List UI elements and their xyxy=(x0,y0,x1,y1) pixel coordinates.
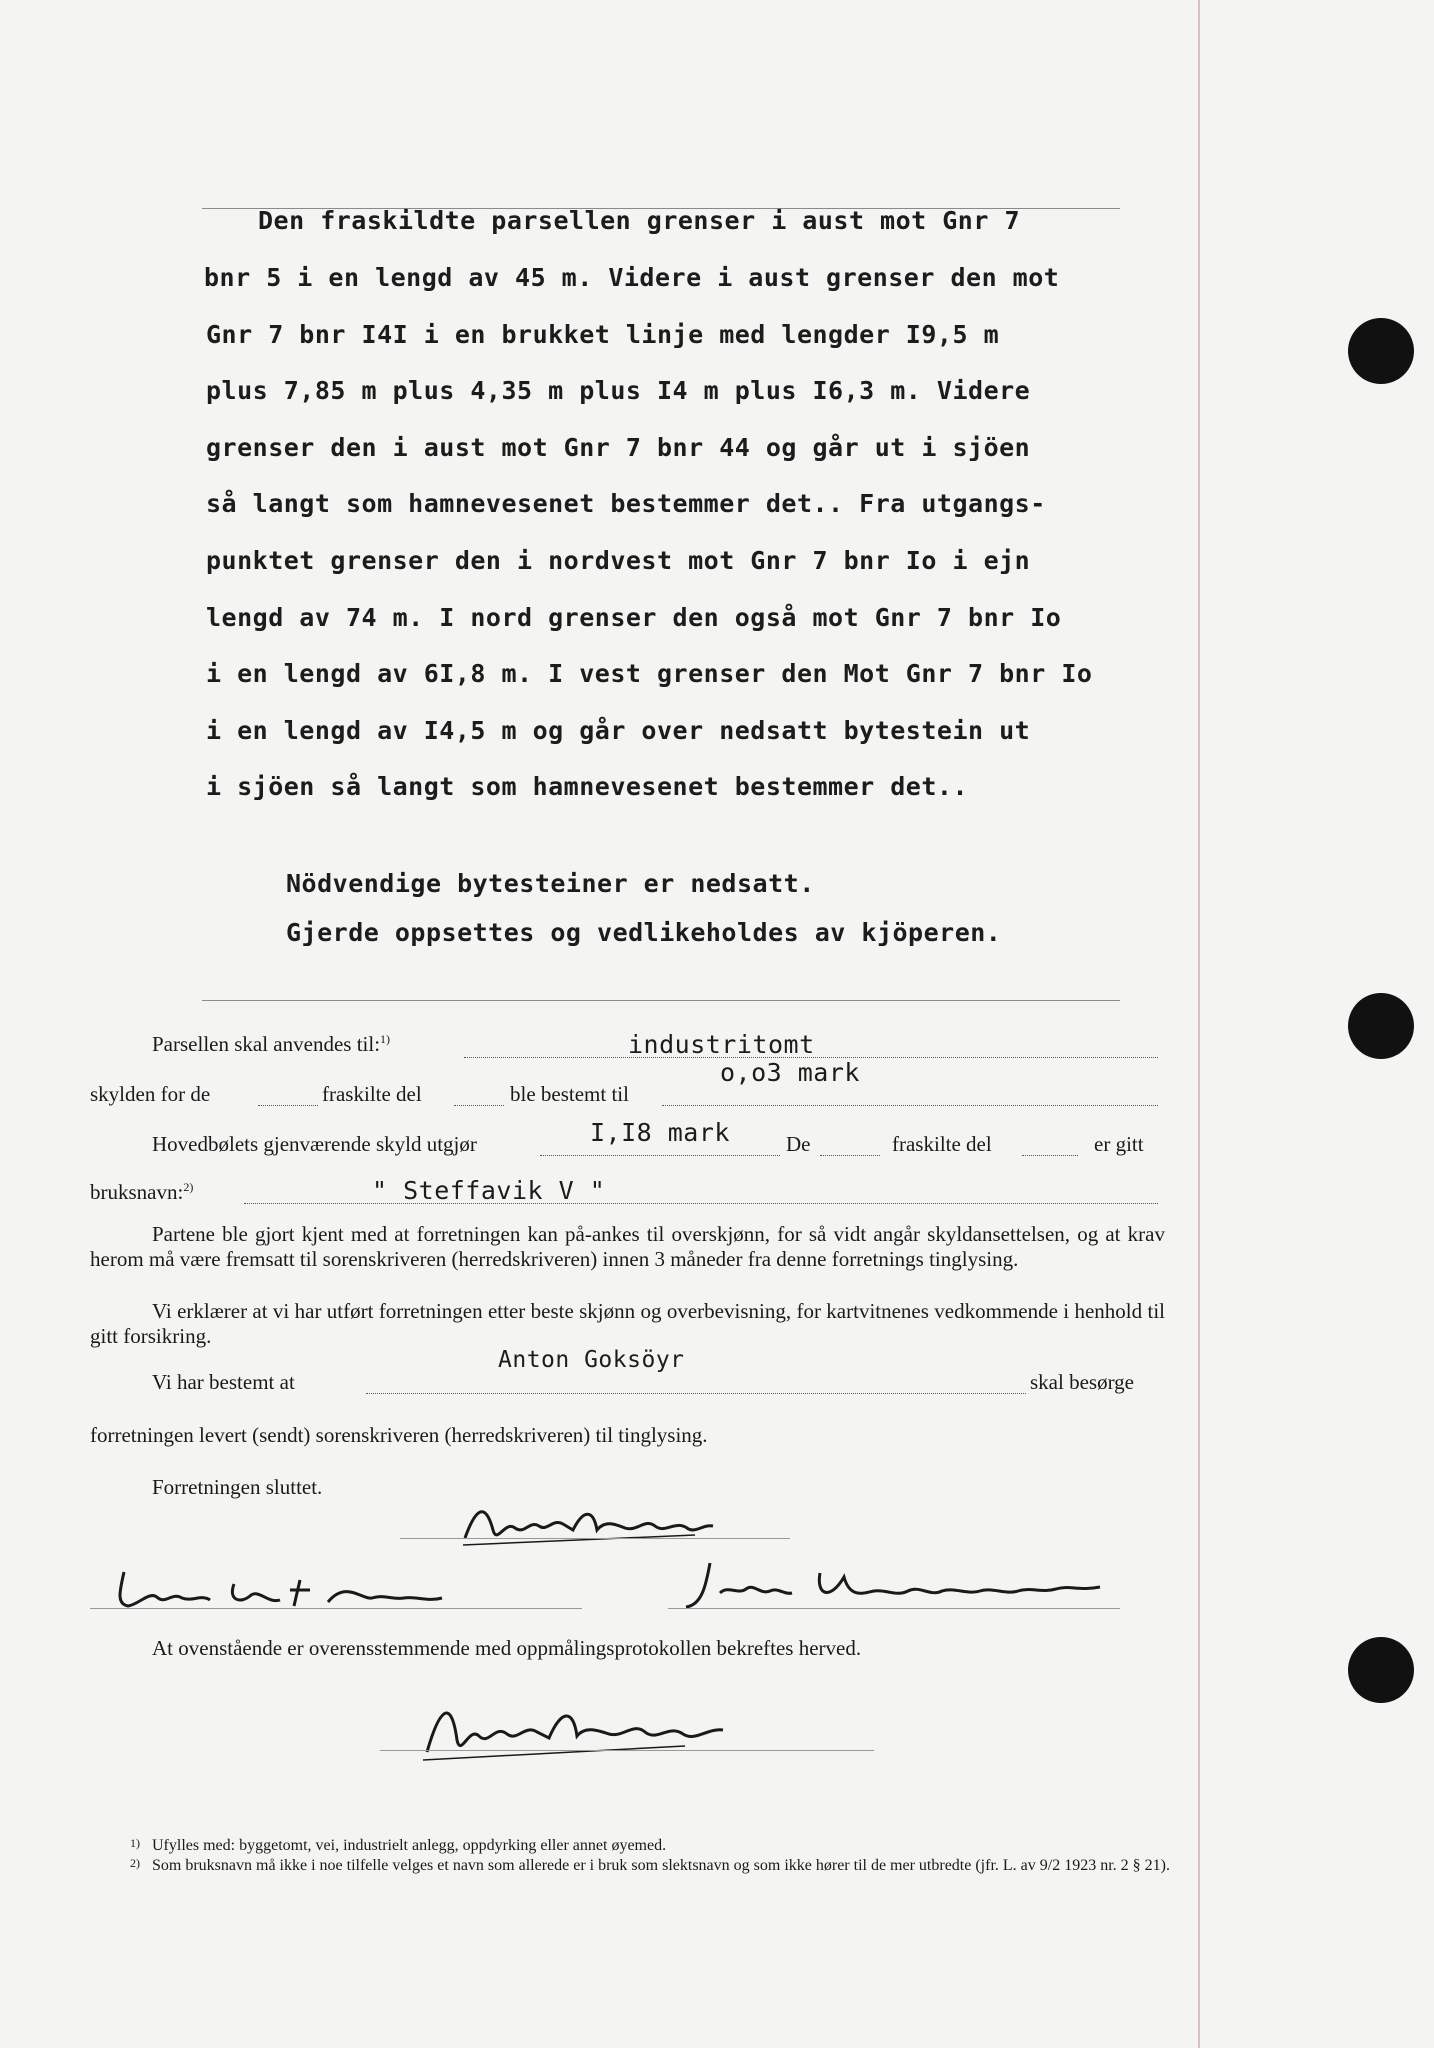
confirm-label: At ovenstående er overensstemmende med oppmålingsprotokollen bekreftes herved. xyxy=(152,1636,862,1660)
typed-line: så langt som hamnevesenet bestemmer det.. Fra utgangs- xyxy=(206,489,1046,518)
typed-line: grenser den i aust mot Gnr 7 bnr 44 og går ut i sjöen xyxy=(206,433,1031,462)
appeal-paragraph: Partene ble gjort kjent med at forretningen kan på-ankes til overskjønn, for så vidt angår skyldansettelsen, og at krav herom må være fremsatt til sorenskriveren (herredskriveren) innen 3 måneder fra denne forretnings tinglysing. xyxy=(90,1222,1165,1271)
typed-line: Gnr 7 bnr I4I i en brukket linje med lengder I9,5 m xyxy=(206,320,1000,349)
typed-line: i en lengd av 6I,8 m. I vest grenser den Mot Gnr 7 bnr Io xyxy=(206,659,1093,688)
bestemt-label-2: skal besørge xyxy=(1030,1370,1135,1394)
declaration-paragraph: Vi erklærer at vi har utført forretningen etter beste skjønn og overbevisning, for kartvitnenes vedkommende i henhold til gitt forsikring. xyxy=(90,1299,1165,1348)
punch-hole xyxy=(1348,318,1414,384)
typed-line: plus 7,85 m plus 4,35 m plus I4 m plus I6,3 m. Videre xyxy=(206,376,1031,405)
signature-anton-goksoyr-2 xyxy=(405,1690,765,1770)
footnote-mark: 1) xyxy=(130,1836,140,1850)
hoved-label-2: De xyxy=(786,1132,811,1156)
typed-note: Gjerde oppsettes og vedlikeholdes av kjöperen. xyxy=(286,918,1002,947)
typed-line: Den fraskildte parsellen grenser i aust mot Gnr 7 xyxy=(258,206,1021,235)
typed-line: i sjöen så langt som hamnevesenet bestemmer det.. xyxy=(206,772,969,801)
use-label: Parsellen skal anvendes til:$^{1)}$ xyxy=(152,1032,391,1056)
bestemt-value: Anton Goksöyr xyxy=(498,1347,685,1373)
skyld-label-2: fraskilte del xyxy=(322,1082,422,1106)
bruk-label: bruksnavn:$^{2)}$ xyxy=(90,1180,194,1204)
skyld-label-3: ble bestemt til xyxy=(510,1082,629,1106)
skyld-label-1: skylden for de xyxy=(90,1082,211,1106)
footnote-1: Ufylles med: byggetomt, vei, industrielt anlegg, oppdyrking eller annet øyemed. xyxy=(152,1837,667,1854)
footnote-mark: 2) xyxy=(130,1856,140,1870)
punch-hole xyxy=(1348,1637,1414,1703)
footnote-2: Som bruksnavn må ikke i noe tilfelle velges et navn som allerede er i bruk som slektsnavn og som ikke hører til de mer utbredte (jfr. L. av 9/2 1923 nr. 2 § 21). xyxy=(152,1857,1170,1874)
typed-line: lengd av 74 m. I nord grenser den også mot Gnr 7 bnr Io xyxy=(206,603,1062,632)
use-value: industritomt xyxy=(628,1030,815,1059)
levert-label: forretningen levert (sendt) sorenskriveren (herredskriveren) til tinglysing. xyxy=(90,1423,708,1447)
hoved-label-4: er gitt xyxy=(1094,1132,1144,1156)
bestemt-label: Vi har bestemt at xyxy=(152,1370,295,1394)
sluttet-label: Forretningen sluttet. xyxy=(152,1475,323,1499)
typed-line: i en lengd av I4,5 m og går over nedsatt bytestein ut xyxy=(206,716,1031,745)
typed-line: bnr 5 i en lengd av 45 m. Videre i aust grenser den mot xyxy=(204,263,1060,292)
hoved-label-3: fraskilte del xyxy=(892,1132,992,1156)
hoved-value: I,I8 mark xyxy=(590,1118,730,1147)
punch-hole xyxy=(1348,993,1414,1059)
typed-line: punktet grenser den i nordvest mot Gnr 7 bnr Io i ejn xyxy=(206,546,1031,575)
bruk-value: " Steffavik V " xyxy=(372,1176,606,1205)
signature-johs-rasmussen xyxy=(680,1555,1120,1615)
typed-note: Nödvendige bytesteiner er nedsatt. xyxy=(286,869,815,898)
hoved-label: Hovedbølets gjenværende skyld utgjør xyxy=(152,1132,477,1156)
signature-lars-osnes xyxy=(110,1560,490,1620)
signature-anton-goksoyr xyxy=(455,1490,755,1560)
margin-line xyxy=(1198,0,1200,2048)
skyld-value: o,o3 mark xyxy=(720,1058,860,1087)
